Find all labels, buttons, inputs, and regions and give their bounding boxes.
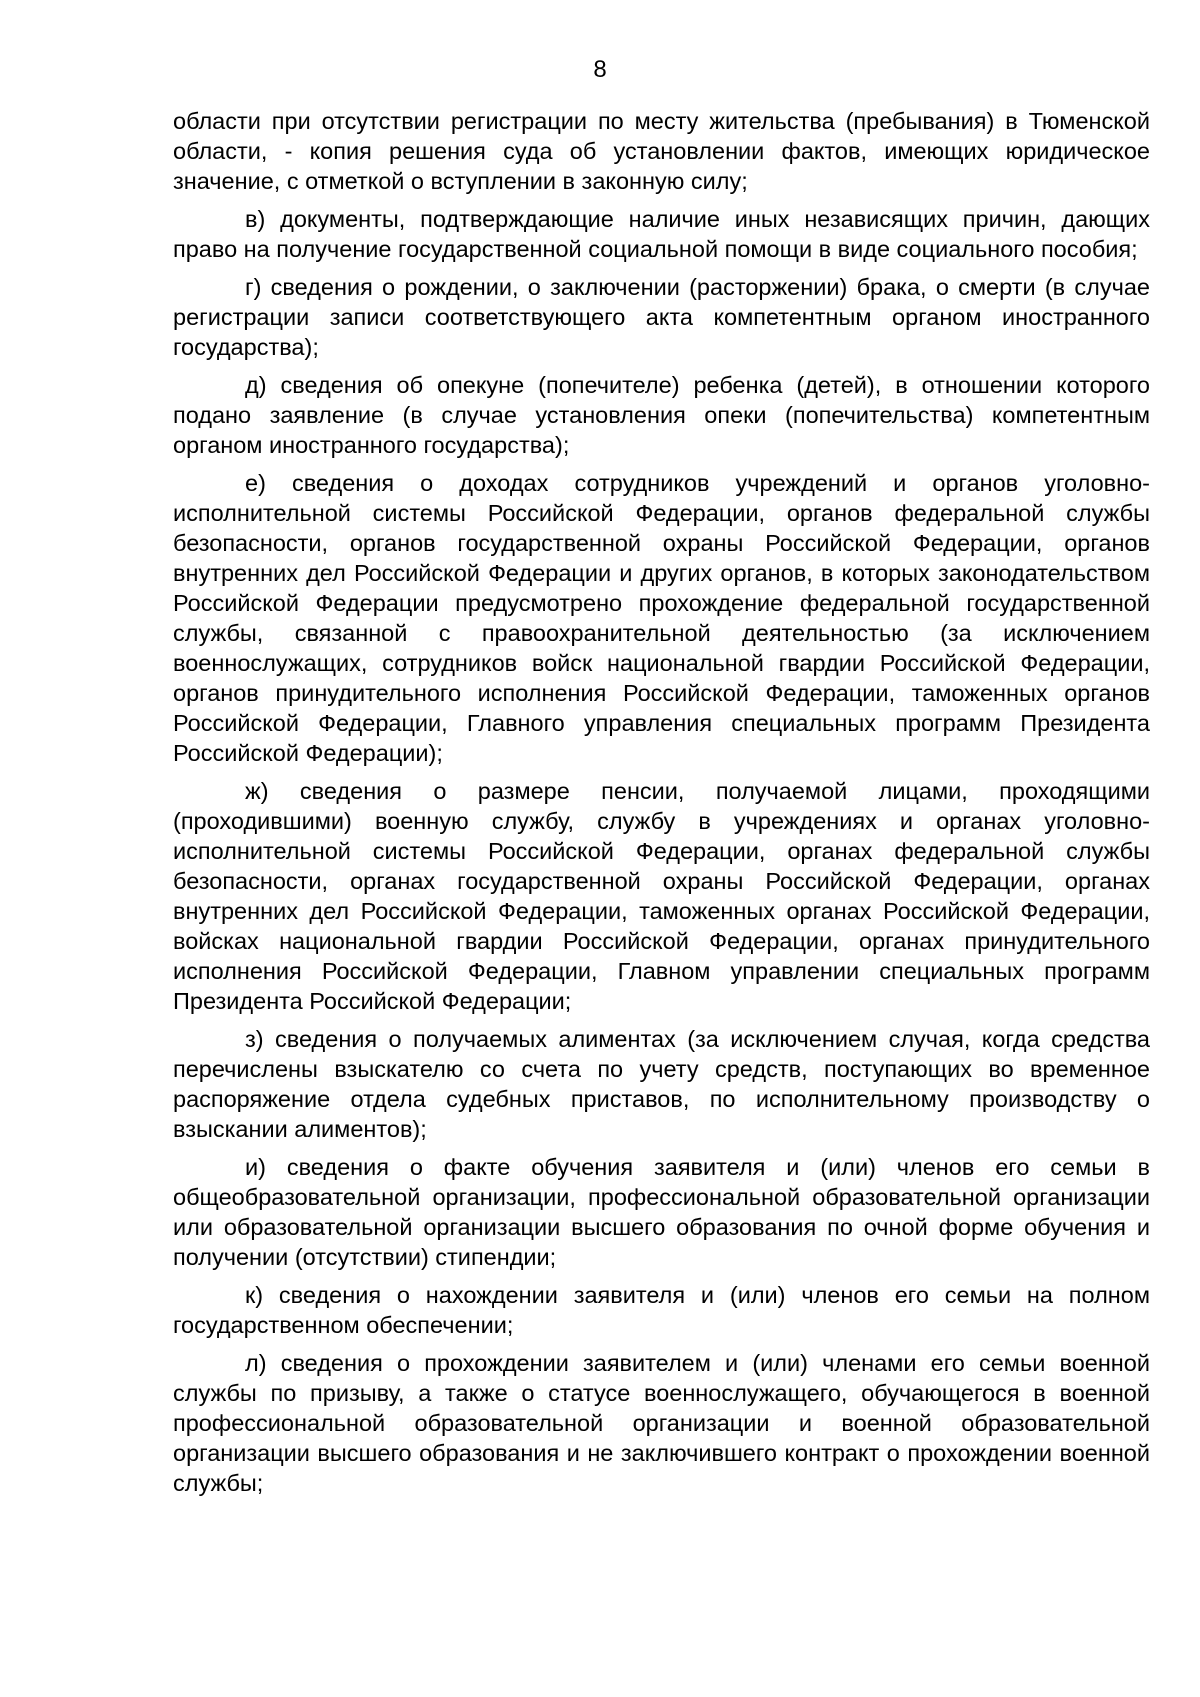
paragraph-item-v: в) документы, подтверждающие наличие иных независящих причин, дающих право на получение государственной социальной помощи в виде социального пособия;: [173, 206, 1150, 262]
paragraph-item-l: л) сведения о прохождении заявителем и (или) членами его семьи военной службы по призыву, а также о статусе военнослужащего, обучающегося в военной профессиональной образовательной организации и военной образовательной организации высшего образования и не заключившего контракт о прохождении военной службы;: [173, 1350, 1150, 1496]
paragraph-item-z: з) сведения о получаемых алиментах (за исключением случая, когда средства перечислены взыскателю со счета по учету средств, поступающих во временное распоряжение отдела судебных приставов, по исполнительному производству о взыскании алиментов);: [173, 1026, 1150, 1142]
paragraph-item-g: г) сведения о рождении, о заключении (расторжении) брака, о смерти (в случае регистрации записи соответствующего акта компетентным органом иностранного государства);: [173, 274, 1150, 360]
paragraph-item-i: и) сведения о факте обучения заявителя и (или) членов его семьи в общеобразовательной организации, профессиональной образовательной организации или образовательной организации высшего образования по очной форме обучения и получении (отсутствии) стипендии;: [173, 1154, 1150, 1270]
paragraph-continuation: области при отсутствии регистрации по месту жительства (пребывания) в Тюменской области, - копия решения суда об установлении фактов, имеющих юридическое значение, с отметкой о вступлении в законную силу;: [173, 108, 1150, 194]
paragraph-item-e: е) сведения о доходах сотрудников учреждений и органов уголовно-исполнительной системы Российской Федерации, органов федеральной службы безопасности, органов государственной охраны Российской Федерации, органов внутренних дел Российской Федерации и других органов, в которых законодательством Российской Федерации предусмотрено прохождение федеральной государственной службы, связанной с правоохранительной деятельностью (за исключением военнослужащих, сотрудников войск национальной гвардии Российской Федерации, органов принудительного исполнения Российской Федерации, таможенных органов Российской Федерации, Главного управления специальных программ Президента Российской Федерации);: [173, 470, 1150, 766]
paragraph-item-zh: ж) сведения о размере пенсии, получаемой лицами, проходящими (проходившими) военную службу, службу в учреждениях и органах уголовно-исполнительной системы Российской Федерации, органах федеральной службы безопасности, органах государственной охраны Российской Федерации, органах внутренних дел Российской Федерации, таможенных органах Российской Федерации, войсках национальной гвардии Российской Федерации, органах принудительного исполнения Российской Федерации, Главном управлении специальных программ Президента Российской Федерации;: [173, 778, 1150, 1014]
page-number: 8: [593, 56, 607, 83]
paragraph-item-d: д) сведения об опекуне (попечителе) ребенка (детей), в отношении которого подано заявление (в случае установления опеки (попечительства) компетентным органом иностранного государства);: [173, 372, 1150, 458]
paragraph-item-k: к) сведения о нахождении заявителя и (или) членов его семьи на полном государственном обеспечении;: [173, 1282, 1150, 1338]
document-body: [173, 106, 1150, 1506]
